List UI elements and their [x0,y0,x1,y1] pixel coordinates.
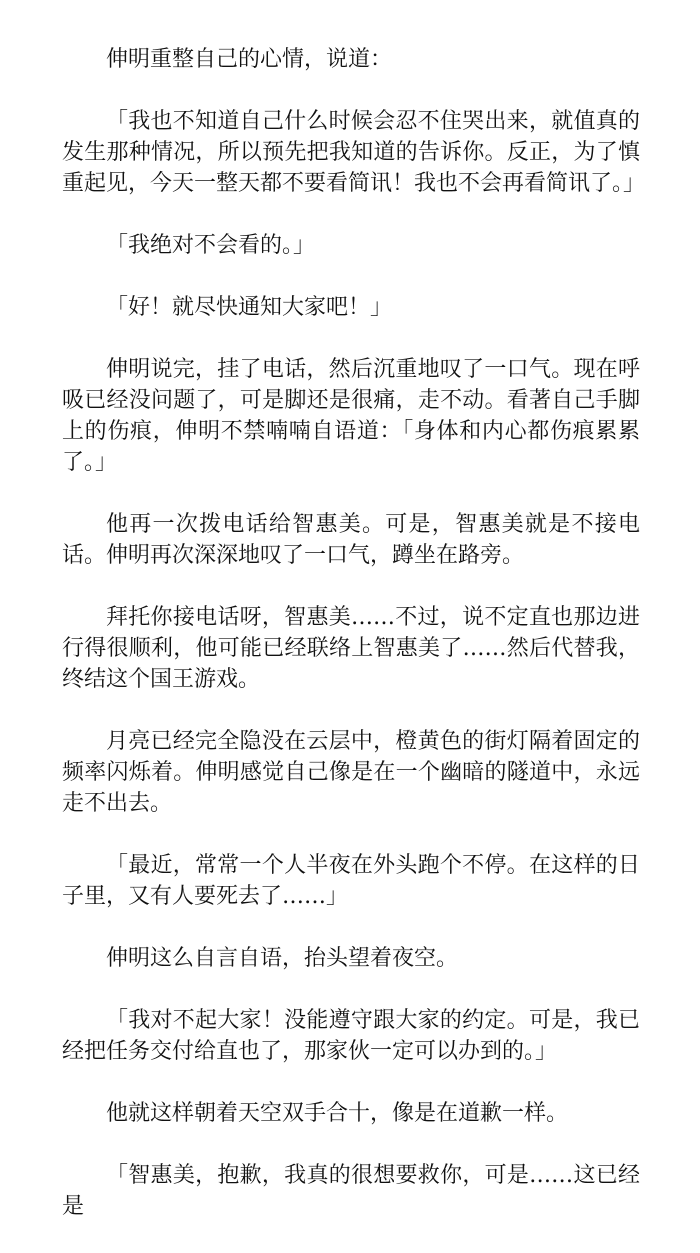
paragraph-5: 伸明说完，挂了电话，然后沉重地叹了一口气。现在呼吸已经没问题了，可是脚还是很痛，走不动。看著自己手脚上的伤痕，伸明不禁喃喃自语道：「身体和内心都伤痕累累了。」 [62,357,640,475]
document-page [62,44,646,1253]
paragraph-9: 「最近，常常一个人半夜在外头跑个不停。在这样的日子里，又有人要死去了……」 [62,853,640,909]
paragraph-10: 伸明这么自言自语，抬头望着夜空。 [106,946,459,971]
paragraph-8: 月亮已经完全隐没在云层中，橙黄色的街灯隔着固定的频率闪烁着。伸明感觉自己像是在一个幽暗的隧道中，永远走不出去。 [62,729,640,816]
paragraph-6: 他再一次拨电话给智惠美。可是，智惠美就是不接电话。伸明再次深深地叹了一口气，蹲坐在路旁。 [62,512,640,568]
paragraph-3: 「我绝对不会看的。」 [106,233,316,258]
paragraph-7: 拜托你接电话呀，智惠美……不过，说不定直也那边进行得很顺利，他可能已经联络上智惠美了……然后代替我，终结这个国王游戏。 [62,605,640,692]
paragraph-11: 「我对不起大家！没能遵守跟大家的约定。可是，我已经把任务交付给直也了，那家伙一定可以办到的。」 [62,1008,640,1064]
paragraph-4: 「好！就尽快通知大家吧！」 [106,295,393,320]
paragraph-13: 「智惠美，抱歉，我真的很想要救你，可是……这已经是 [62,1163,640,1219]
paragraph-12: 他就这样朝着天空双手合十，像是在道歉一样。 [106,1101,569,1126]
paragraph-1: 伸明重整自己的心情，说道： [106,47,393,72]
paragraph-2: 「我也不知道自己什么时候会忍不住哭出来，就值真的发生那种情况，所以预先把我知道的告诉你。反正，为了慎重起见，今天一整天都不要看简讯！我也不会再看简讯了。」 [62,109,646,196]
